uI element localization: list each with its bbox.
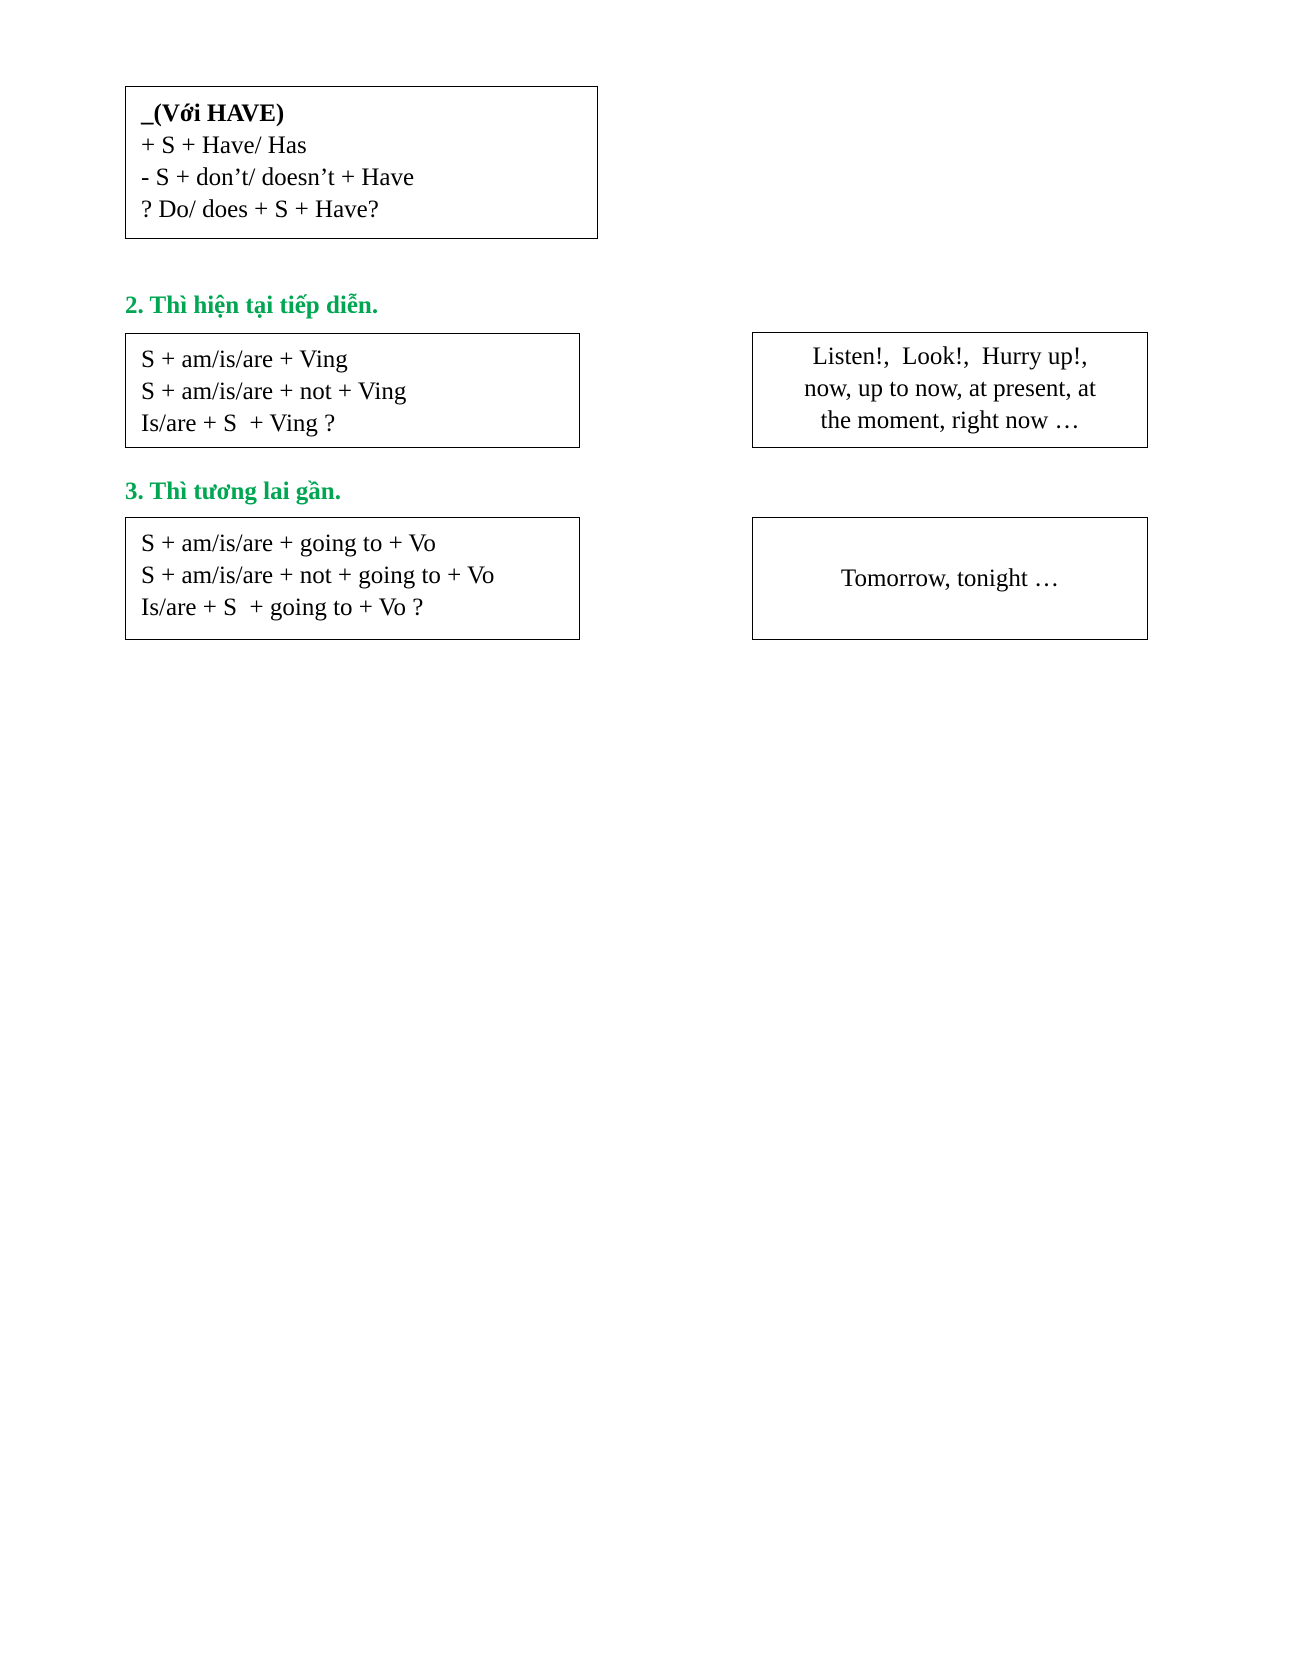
section-heading-present-continuous: 2. Thì hiện tại tiếp diễn. [125,292,379,319]
signal-line: Tomorrow, tonight … [840,564,1060,592]
present-continuous-formula-box [125,333,580,448]
have-question-line: ? Do/ does + S + Have? [141,196,379,223]
signal-line: Listen!, Look!, Hurry up!, [812,343,1088,370]
have-affirmative-line: + S + Have/ Has [141,132,307,159]
signal-line: the moment, right now … [820,407,1080,434]
near-future-signal-box [752,517,1148,640]
formula-line: S + am/is/are + not + Ving [141,378,407,405]
present-continuous-signal-box [752,332,1148,448]
have-box-title: _(Với HAVE) [141,100,285,127]
formula-line: Is/are + S + going to + Vo ? [141,594,424,621]
section-heading-near-future: 3. Thì tương lai gần. [125,478,341,505]
signal-line: now, up to now, at present, at [804,375,1096,402]
formula-line: S + am/is/are + going to + Vo [141,530,436,557]
have-negative-line: - S + don’t/ doesn’t + Have [141,164,415,191]
formula-line: Is/are + S + Ving ? [141,410,336,437]
formula-line: S + am/is/are + Ving [141,346,348,373]
near-future-formula-box [125,517,580,640]
have-formula-box [125,86,598,239]
formula-line: S + am/is/are + not + going to + Vo [141,562,495,589]
